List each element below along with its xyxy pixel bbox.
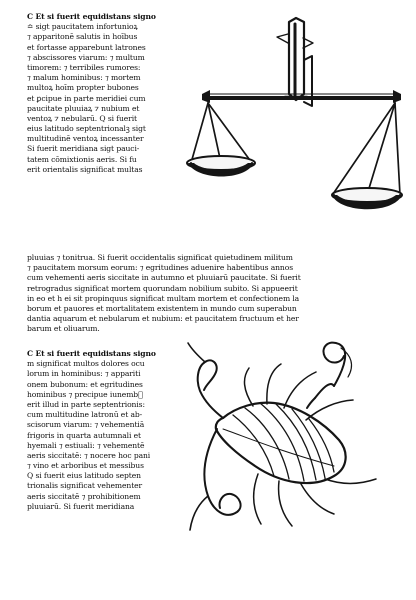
text-line: trionalis significat vehementer (27, 481, 143, 491)
scorpion-tail-icon (307, 343, 352, 408)
text-line: erit orientalis significat multas (27, 164, 143, 174)
text-line: ⁊ abscissores viarum: ⁊ multum (27, 52, 145, 62)
scorpion-illustration (188, 340, 410, 535)
text-line: C Et si fuerit equidistans signo (27, 12, 156, 21)
text-line: C Et si fuerit equidistans signo (27, 349, 156, 358)
text-line: ⁊ apparitonē salutis in hoībus (27, 32, 138, 42)
lower-text-column (27, 349, 192, 512)
left-pan-icon (187, 103, 255, 177)
text-line: ⁊ malum hominibus: ⁊ mortem (27, 73, 141, 83)
text-line: erit illud in parte septentrionis: (27, 399, 145, 409)
text-line: aeris siccitatē ⁊ prohibitionem (27, 491, 141, 501)
text-line: multoꝝ hoīm propter bubones (27, 83, 139, 93)
text-line: ventoꝝ ⁊ nebularū. Q si fuerit (27, 113, 137, 123)
text-line: hyemali ⁊ estiuali: ⁊ vehementē (27, 440, 145, 450)
upper-text-column (27, 12, 197, 175)
text-line: scisorum viarum: ⁊ vehementiā (27, 420, 145, 430)
text-line: paucitate pluuiaꝝ ⁊ nubium et (27, 103, 140, 113)
text-line: ⁊ paucitatem morsum eorum: ⁊ egritudines aduenire habentibus annos (27, 263, 293, 273)
right-pan-icon (332, 103, 402, 209)
text-line: Si fuerit meridiana sigt pauci- (27, 144, 140, 154)
text-line: frigoris in quarta autumnali et (27, 430, 142, 440)
text-line: et fortasse apparebunt latrones (27, 42, 146, 52)
text-line: et ꝑcipue in parte meridiei cum (27, 93, 146, 103)
scorpion-legs-icon (244, 364, 376, 526)
text-line: hominibus ⁊ precipue iunemb᷑ (27, 389, 143, 399)
text-line: ⁊ vino et arboribus et messibus (27, 461, 144, 471)
text-line: aeris siccitatē: ⁊ nocere hoc pani (27, 450, 151, 460)
text-line: onem bubonum: et egritudines (27, 379, 143, 389)
text-line: ≏ sigt paucitatem infortunioꝝ (27, 22, 138, 32)
text-line: in eo et h ei sit propinquus significat multam mortem et confectionem la (27, 293, 300, 303)
text-line: lorum in hominibus: ⁊ appariti (27, 369, 141, 379)
scale-stand-icon (277, 18, 313, 106)
text-line: timorem: ⁊ terribiles rumores: (27, 62, 141, 72)
scorpion-claws-icon (188, 343, 241, 530)
text-line: multitudinē ventoꝝ incessanter (27, 134, 144, 144)
text-line: eius latitudo septentrionalꝫ sigt (27, 124, 146, 134)
scorpion-body-icon (216, 403, 346, 483)
text-line: cum multitudine latronū et ab- (27, 410, 143, 420)
text-line: cum vehementi aeris siccitate in autumno et pluuiarū paucitate. Si fuerit (27, 273, 301, 283)
libra-scales-illustration (186, 12, 406, 222)
balance-beam-icon (202, 90, 401, 103)
text-line: pluuias ⁊ tonitrua. Si fuerit occidentalis significat quietudinem militum (27, 253, 293, 262)
text-line: pluuiarū. Si fuerit meridiana (27, 501, 135, 511)
text-line: tatem cōmixtionis aeris. Si fu (27, 154, 137, 164)
text-line: barum et oliuarum. (27, 324, 100, 334)
full-width-text (27, 253, 402, 335)
text-line: dantia aquarum et nebularum et nubium: et paucitatem fructuum et her (27, 314, 299, 324)
text-line: borum et pauores et mortalitatem existentem in mundo cum superabun (27, 303, 297, 313)
text-line: m significat multos dolores ocu (27, 359, 145, 369)
text-line: Q si fuerit eius latitudo septen (27, 471, 141, 481)
text-line: retrogradus significat mortem quorundam nobilium subito. Si appueerit (27, 283, 298, 293)
